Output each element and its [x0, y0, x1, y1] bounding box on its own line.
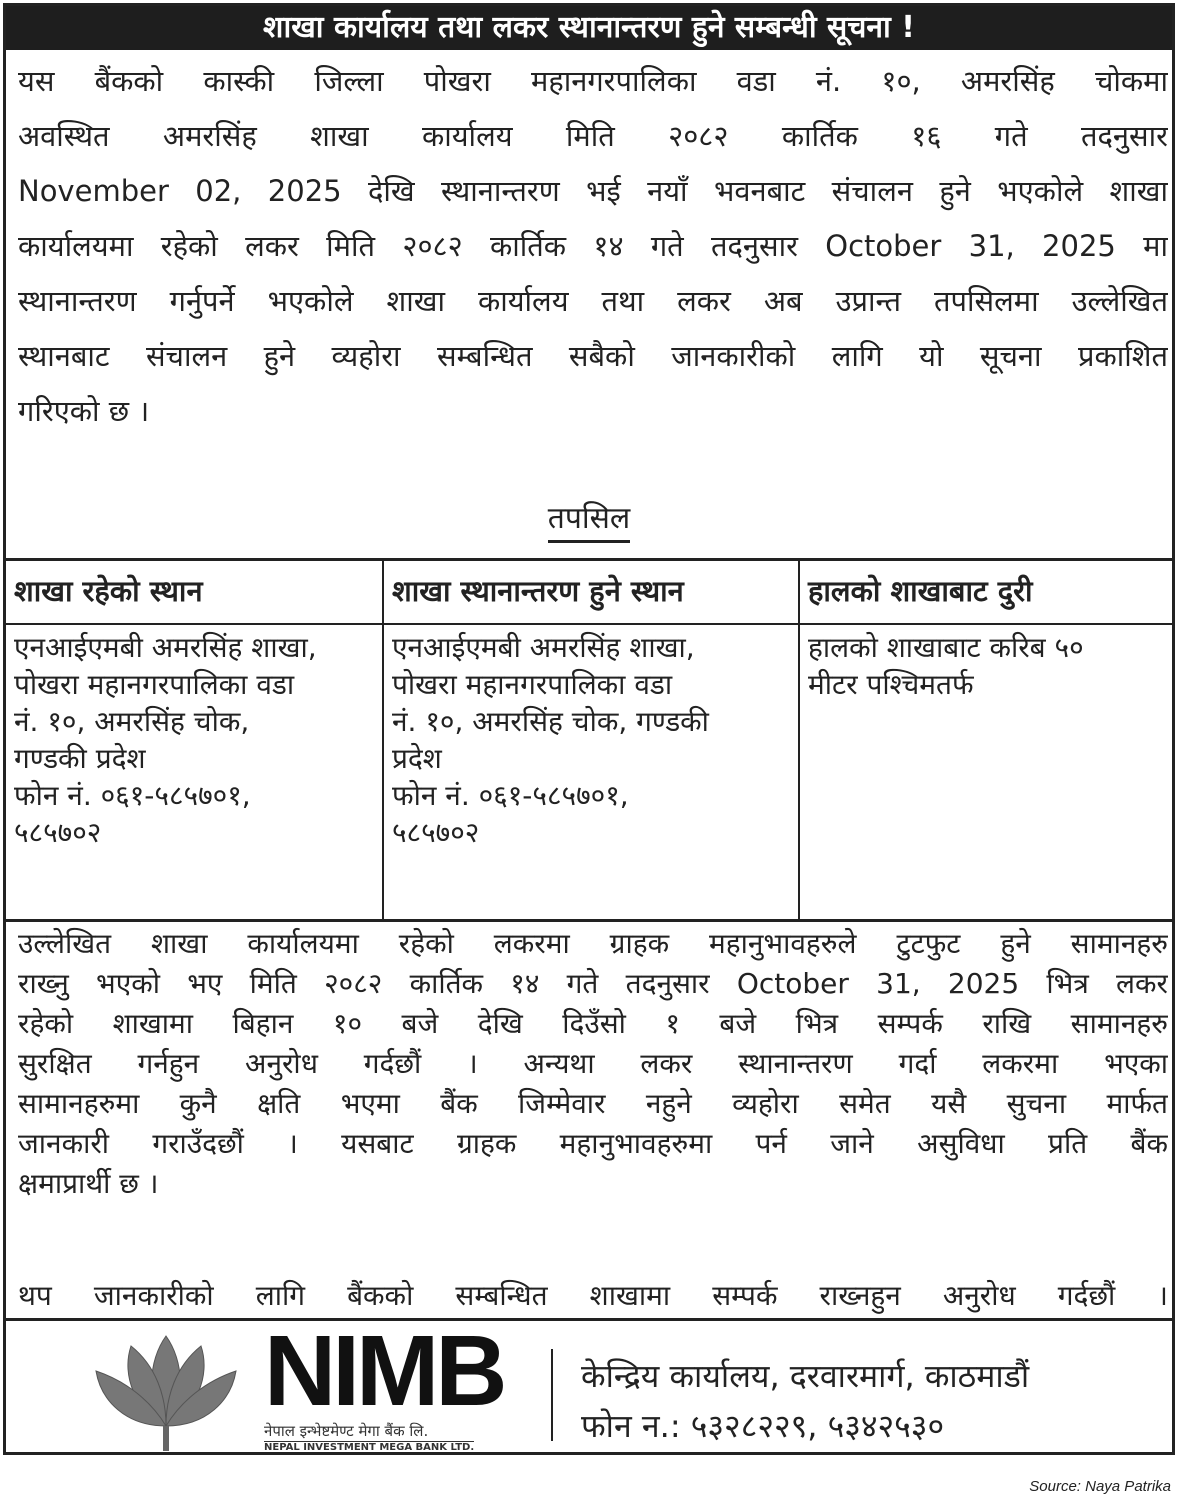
cell-line: फोन नं. ०६१-५८५७०१,	[392, 779, 629, 812]
cell-line: फोन नं. ०६१-५८५७०१,	[14, 779, 251, 812]
cell-line: हालको शाखाबाट करिब ५०	[808, 631, 1084, 664]
text-line: जानकारी गराउँदछौं । यसबाट ग्राहक महानुभावहरुमा पर्न जाने असुविधा प्रति बैंक	[18, 1127, 1168, 1160]
cell-line: पोखरा महानगरपालिका वडा	[392, 668, 673, 701]
cell-line: ५८५७०२	[392, 816, 480, 849]
text-line: थप जानकारीको लागि बैंकको सम्बन्धित शाखामा सम्पर्क राख्नहुन अनुरोध गर्दछौं ।	[18, 1279, 1168, 1312]
source-credit: Source: Naya Patrika	[1029, 1478, 1171, 1495]
text-line: स्थानबाट संचालन हुने व्यहोरा सम्बन्धित सबैको जानकारीको लागि यो सूचना प्रकाशित	[18, 339, 1168, 373]
branch-table	[6, 558, 1172, 922]
cell-line: एनआईएमबी अमरसिंह शाखा,	[14, 631, 317, 664]
notice-frame	[3, 3, 1175, 1455]
new-location-cell	[384, 625, 800, 919]
locker-paragraph	[18, 924, 1168, 1204]
table-row	[6, 625, 1172, 919]
cell-line: नं. १०, अमरसिंह चोक,	[14, 705, 250, 738]
cell-line: गण्डकी प्रदेश	[14, 742, 146, 775]
contact-paragraph	[18, 1276, 1168, 1316]
distance-cell	[800, 625, 1172, 919]
text-line: क्षमाप्रार्थी छ ।	[18, 1167, 159, 1200]
text-line: उल्लेखित शाखा कार्यालयमा रहेको लकरमा ग्राहक महानुभावहरुले टुटफुट हुने सामानहरु	[18, 927, 1168, 960]
cell-line: मीटर पश्चिमतर्फ	[808, 668, 974, 701]
tapsil-label: तपसिल	[548, 501, 631, 543]
cell-line: नं. १०, अमरसिंह चोक, गण्डकी	[392, 705, 709, 738]
bank-name-english: NEPAL INVESTMENT MEGA BANK LTD.	[264, 1442, 475, 1453]
header-current-location: शाखा रहेको स्थान	[6, 561, 384, 623]
cell-line: प्रदेश	[392, 742, 442, 775]
tapsil-heading	[6, 496, 1172, 537]
nimb-logo-text: NIMB	[264, 1315, 504, 1427]
cell-line: ५८५७०२	[14, 816, 102, 849]
text-line: रहेको शाखामा बिहान १० बजे देखि दिउँसो १ बजे भित्र सम्पर्क राखि सामानहरु	[18, 1007, 1168, 1040]
intro-paragraph	[18, 54, 1168, 439]
text-line: अवस्थित अमरसिंह शाखा कार्यालय मिति २०८२ कार्तिक १६ गते तदनुसार	[18, 119, 1168, 153]
table-header-row	[6, 561, 1172, 625]
notice-title: शाखा कार्यालय तथा लकर स्थानान्तरण हुने सम्बन्धी सूचना !	[6, 6, 1172, 50]
current-location-cell	[6, 625, 384, 919]
head-office-phone: फोन न.: ५३२८२२९, ५३४२५३०	[581, 1407, 945, 1445]
text-line: यस बैंकको कास्की जिल्ला पोखरा महानगरपालिका वडा नं. १०, अमरसिंह चोकमा	[18, 64, 1168, 98]
cell-line: एनआईएमबी अमरसिंह शाखा,	[392, 631, 695, 664]
text-line: सामानहरुमा कुनै क्षति भएमा बैंक जिम्मेवार नहुने व्यहोरा समेत यसै सुचना मार्फत	[18, 1087, 1168, 1120]
text-line: सुरक्षित गर्नहुन अनुरोध गर्दछौं । अन्यथा लकर स्थानान्तरण गर्दा लकरमा भएका	[18, 1047, 1168, 1080]
lotus-logo-icon	[86, 1331, 246, 1451]
text-line: November 02, 2025 देखि स्थानान्तरण भई नयाँ भवनबाट संचालन हुने भएकोले शाखा	[18, 174, 1168, 208]
text-line: स्थानान्तरण गर्नुपर्ने भएकोले शाखा कार्यालय तथा लकर अब उप्रान्त तपसिलमा उल्लेखित	[18, 284, 1168, 318]
text-line: राख्नु भएको भए मिति २०८२ कार्तिक १४ गते तदनुसार October 31, 2025 भित्र लकर	[18, 967, 1168, 1000]
header-distance: हालको शाखाबाट दुरी	[808, 574, 1033, 608]
bank-name-nepali: नेपाल इन्भेष्टमेण्ट मेगा बैंक लि.	[264, 1422, 429, 1440]
head-office-address: केन्द्रिय कार्यालय, दरवारमार्ग, काठमाडौं	[581, 1357, 1030, 1395]
head-office-info	[581, 1351, 1029, 1451]
header-new-location: शाखा स्थानान्तरण हुने स्थान	[384, 561, 800, 623]
cell-line: पोखरा महानगरपालिका वडा	[14, 668, 295, 701]
footer	[6, 1315, 1172, 1455]
text-line: कार्यालयमा रहेको लकर मिति २०८२ कार्तिक १४ गते तदनुसार October 31, 2025 मा	[18, 229, 1168, 263]
text-line: गरिएको छ ।	[18, 394, 150, 428]
divider	[551, 1349, 553, 1441]
